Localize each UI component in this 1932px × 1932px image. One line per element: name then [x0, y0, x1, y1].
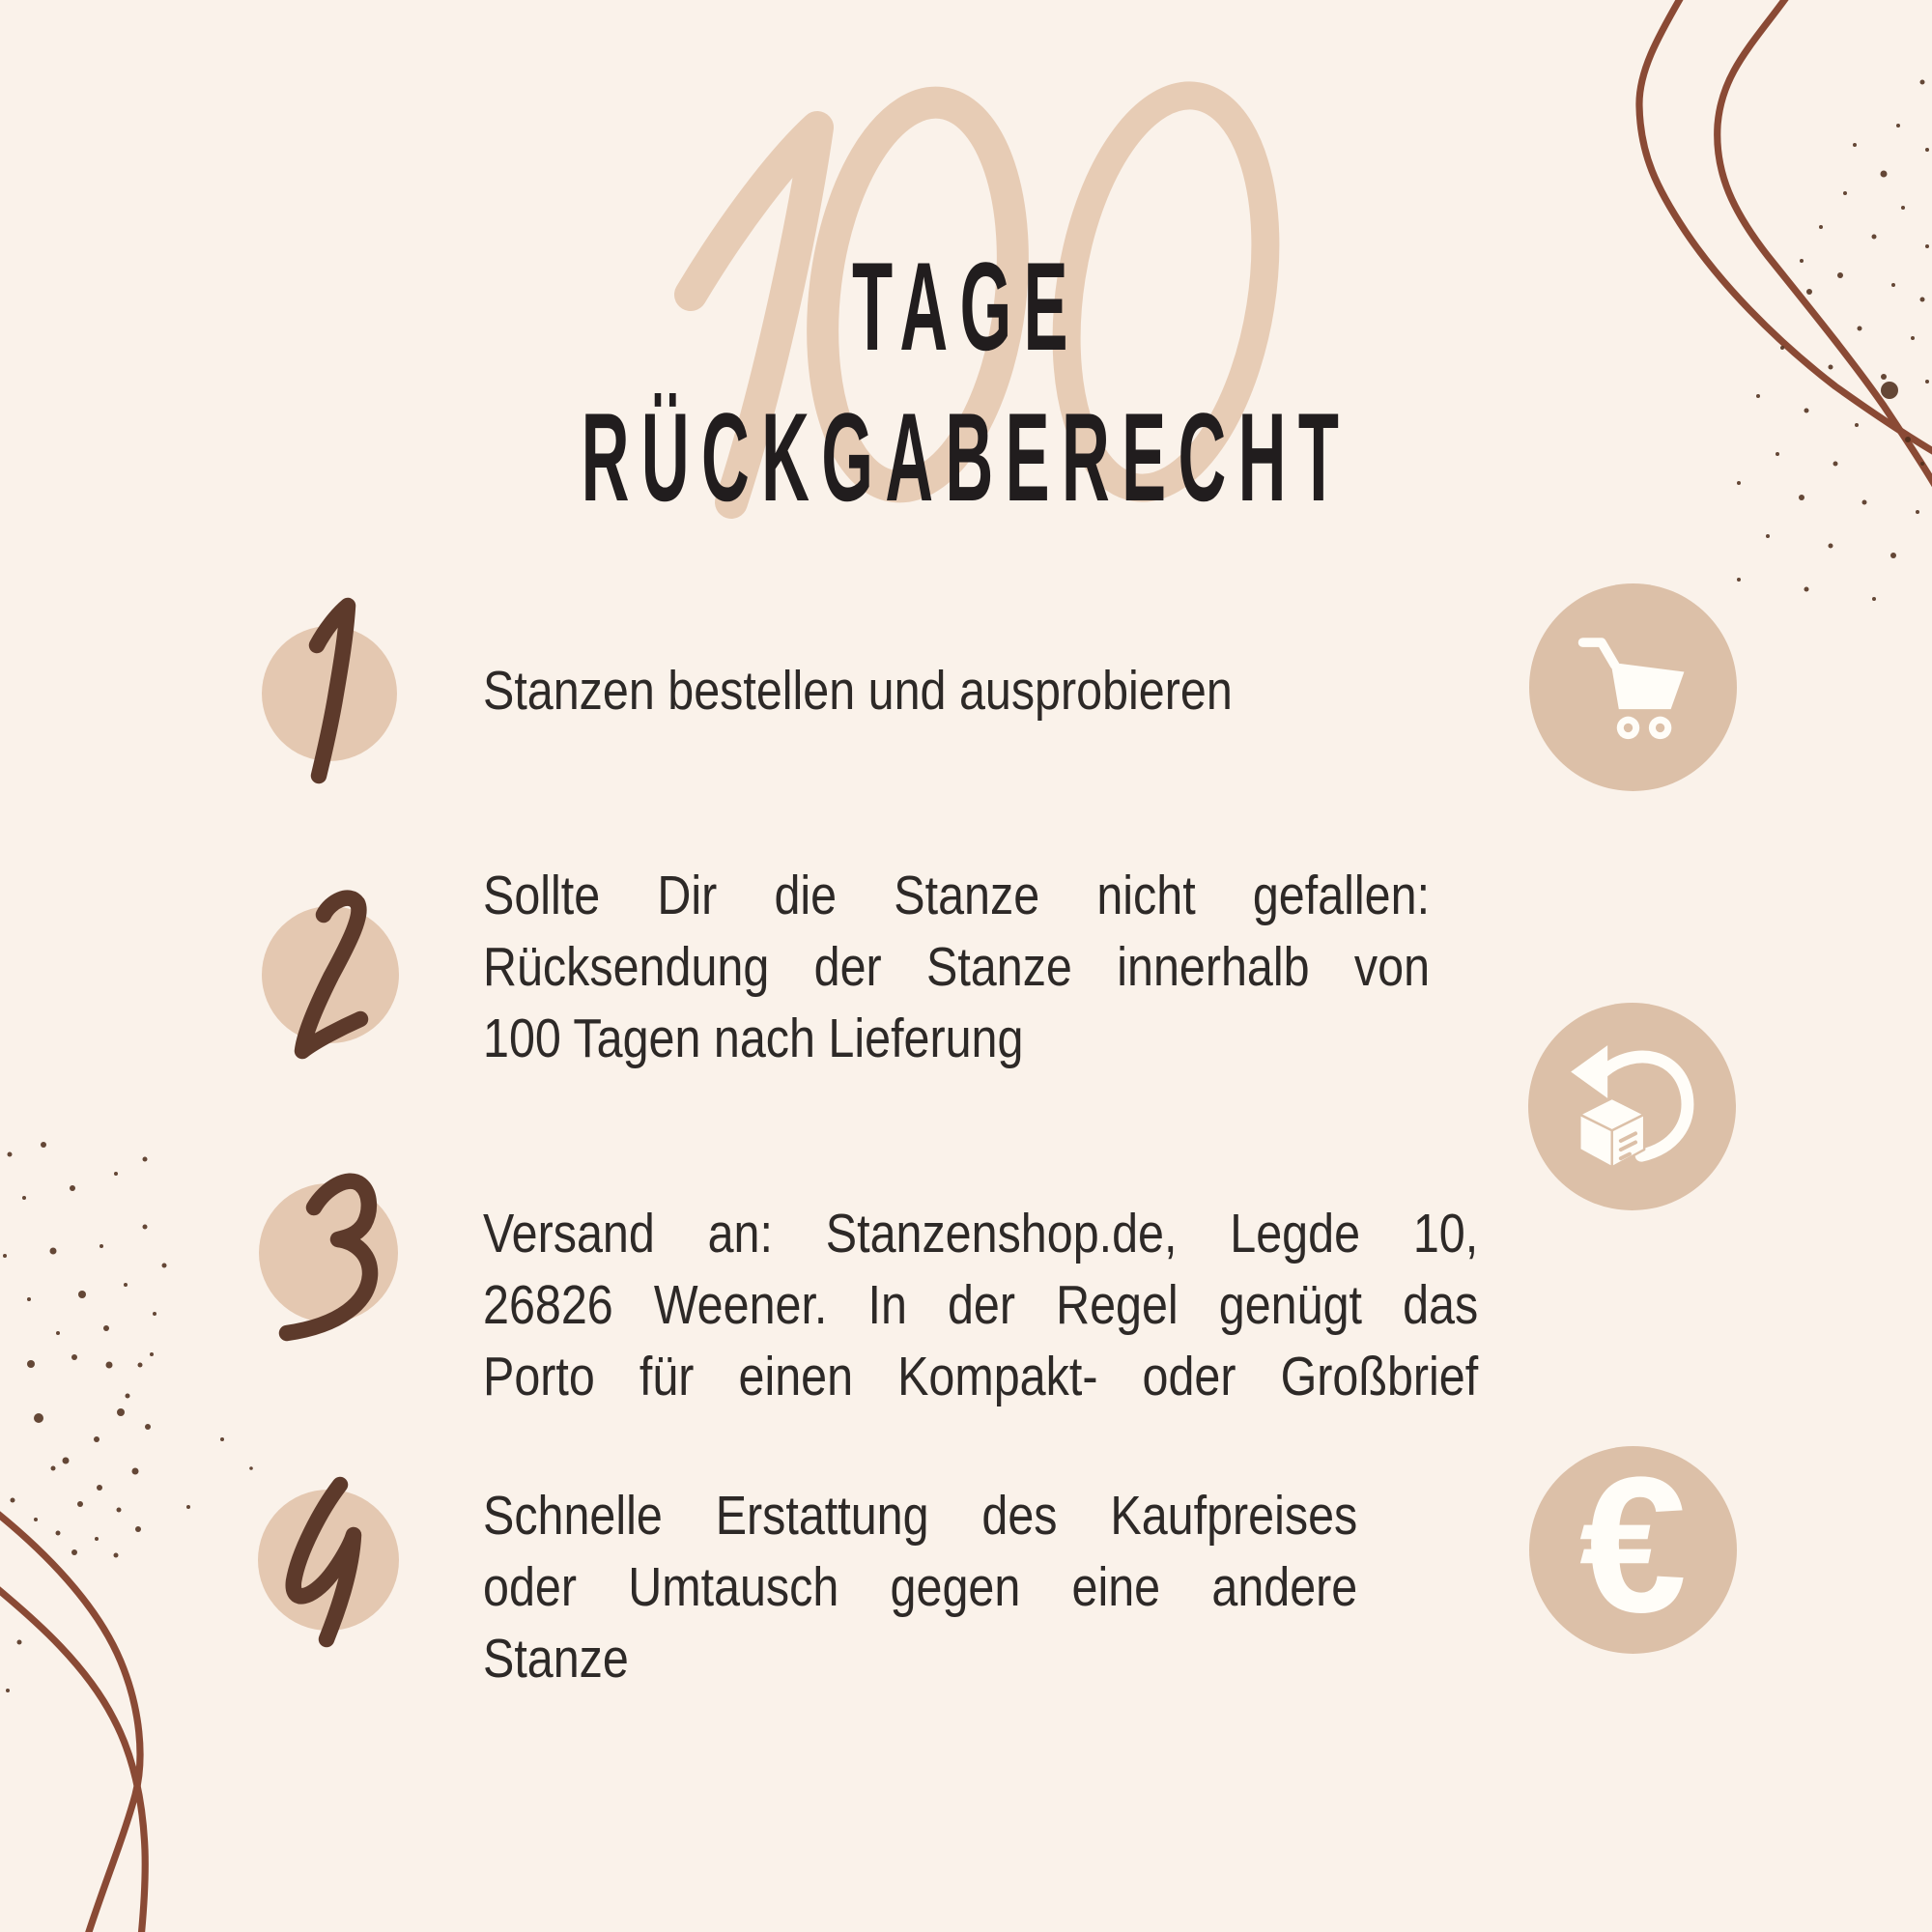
step-1-line-1: Stanzen bestellen und ausprobieren: [483, 660, 1233, 722]
shopping-cart-icon: [1529, 583, 1737, 791]
step-2-line-3: 100 Tagen nach Lieferung: [483, 1008, 1024, 1069]
step-4-text: [483, 1480, 1357, 1694]
page-title-line-2: RÜCKGABERECHT: [581, 386, 1351, 527]
step-4-line-1: Schnelle Erstattung des Kaufpreises: [483, 1485, 1358, 1547]
step-2-line-2: Rücksendung der Stanze innerhalb von: [483, 936, 1431, 998]
decorative-swirl-top-right-icon: [1604, 0, 1932, 618]
step-3-line-3: Porto für einen Kompakt- oder Großbrief: [483, 1346, 1479, 1407]
step-2-number-badge: [243, 874, 417, 1106]
step-2-text: [483, 860, 1430, 1074]
package-return-icon: [1528, 1003, 1736, 1210]
euro-icon: [1529, 1436, 1737, 1654]
step-4-number-badge: [239, 1444, 418, 1688]
decorative-swirl-bottom-left-icon: [0, 1101, 270, 1932]
speckles-bottom-left: [3, 1142, 253, 1692]
step-3-number-badge: [243, 1150, 417, 1391]
step-3-text: [483, 1198, 1478, 1412]
step-4-line-3: Stanze: [483, 1628, 629, 1690]
step-2-line-1: Sollte Dir die Stanze nicht gefallen:: [483, 865, 1431, 926]
step-1-number-badge: [247, 592, 412, 814]
page-title-line-1: TAGE: [852, 236, 1080, 377]
step-3-line-2: 26826 Weener. In der Regel genügt das: [483, 1274, 1479, 1336]
step-3-line-1: Versand an: Stanzenshop.de, Legde 10,: [483, 1203, 1479, 1264]
euro-symbol: €: [1578, 1436, 1688, 1653]
step-4-line-2: oder Umtausch gegen eine andere: [483, 1556, 1358, 1618]
step-1-text: [483, 655, 1430, 726]
